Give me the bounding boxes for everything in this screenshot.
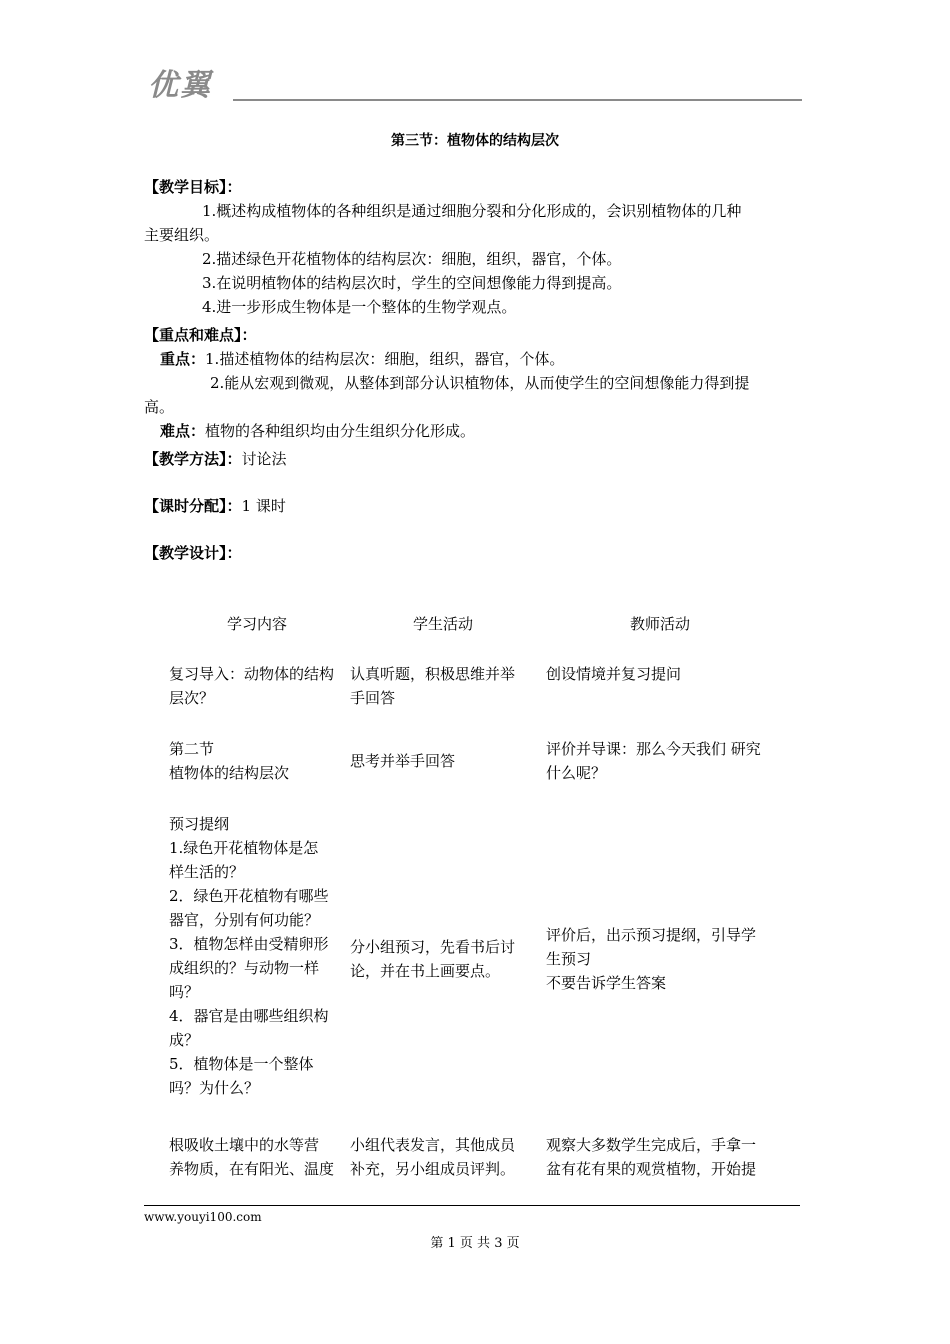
- table-row-4-content: [169, 1133, 347, 1181]
- cell-line: 2．绿色开花植物有哪些: [169, 887, 329, 905]
- cell-line: 分小组预习，先看书后讨: [350, 938, 516, 956]
- cell-line: 盆有花有果的观赏植物，开始提: [546, 1160, 757, 1178]
- table-row-1-teacher: [546, 662, 796, 686]
- key-point-2: 2.能从宏观到微观，从整体到部分认识植物体，从而使学生的空间想像能力得到提: [210, 374, 750, 392]
- key-point-2-cont: 高。: [144, 398, 175, 416]
- cell-line: 补充，另小组成员评判。: [350, 1160, 516, 1178]
- cell-line: 评价并导课：那么今天我们 研究: [546, 740, 761, 758]
- table-row-1-student: [350, 662, 538, 710]
- cell-line: 植物体的结构层次: [169, 764, 290, 782]
- objectives-heading: 【教学目标】：: [144, 178, 242, 196]
- cell-line: 评价后，出示预习提纲，引导学: [546, 926, 757, 944]
- cell-line: 养物质，在有阳光、温度: [169, 1160, 335, 1178]
- table-row-2-teacher: [546, 737, 796, 785]
- cell-line: 3．植物怎样由受精卵形: [169, 935, 329, 953]
- table-row-4-student: [350, 1133, 538, 1181]
- method-section: [144, 447, 809, 471]
- cell-line: 小组代表发言，其他成员: [350, 1136, 516, 1154]
- objective-item: 2.描述绿色开花植物体的结构层次：细胞，组织，器官，个体。: [202, 250, 622, 268]
- cell-line: 创设情境并复习提问: [546, 665, 682, 683]
- table-row-3-teacher: [546, 923, 796, 995]
- table-header-teacher: 教师活动: [630, 615, 691, 633]
- cell-line: 认真听题，积极思维并举: [350, 665, 516, 683]
- cell-line: 器官，分别有何功能？: [169, 911, 320, 929]
- cell-line: 复习导入：动物体的结构: [169, 665, 335, 683]
- key-point-label: 重点：: [160, 350, 206, 368]
- cell-line: 什么呢？: [546, 764, 607, 782]
- difficulty-point: [144, 419, 809, 443]
- cell-line: 预习提纲: [169, 815, 230, 833]
- keypoints-section: [144, 323, 809, 443]
- youyi-logo: 优翼: [148, 68, 212, 103]
- cell-line: 不要告诉学生答案: [546, 974, 667, 992]
- table-row-3-content: [169, 812, 347, 1100]
- cell-line: 4．器官是由哪些组织构: [169, 1007, 329, 1025]
- objectives-section: [144, 175, 809, 319]
- design-heading: 【教学设计】：: [144, 544, 242, 562]
- cell-line: 根吸收土壤中的水等营: [169, 1136, 320, 1154]
- hours-section: [144, 494, 809, 518]
- keypoints-heading: 【重点和难点】：: [144, 326, 257, 344]
- key-point-1: [144, 347, 809, 371]
- method-heading: 【教学方法】：: [144, 450, 242, 468]
- cell-line: 层次？: [169, 689, 215, 707]
- objective-item: 主要组织。: [144, 226, 220, 244]
- table-row-1-content: [169, 662, 347, 710]
- cell-line: 成组织的？与动物一样: [169, 959, 320, 977]
- key-point-text: 1.描述植物体的结构层次：细胞，组织，器官，个体。: [205, 350, 565, 368]
- cell-line: 手回答: [350, 689, 396, 707]
- header-rule: [233, 99, 802, 101]
- cell-line: 吗？为什么？: [169, 1079, 260, 1097]
- table-row-2-student: [350, 749, 538, 773]
- objective-item: 3.在说明植物体的结构层次时，学生的空间想像能力得到提高。: [202, 274, 622, 292]
- table-header-student: 学生活动: [413, 615, 474, 633]
- footer-url[interactable]: www.youyi100.com: [144, 1210, 262, 1224]
- difficulty-text: 植物的各种组织均由分生组织分化形成。: [205, 422, 476, 440]
- cell-line: 5．植物体是一个整体: [169, 1055, 314, 1073]
- cell-line: 吗？: [169, 983, 200, 1001]
- cell-line: 成？: [169, 1031, 200, 1049]
- hours-heading: 【课时分配】：: [144, 497, 242, 515]
- cell-line: 第二节: [169, 740, 215, 758]
- hours-value: 1 课时: [241, 497, 286, 515]
- cell-line: 生预习: [546, 950, 592, 968]
- cell-line: 1.绿色开花植物体是怎: [169, 839, 319, 857]
- footer-rule: [144, 1205, 800, 1206]
- cell-line: 观察大多数学生完成后，手拿一: [546, 1136, 757, 1154]
- table-header-content: 学习内容: [227, 615, 288, 633]
- method-value: 讨论法: [241, 450, 287, 468]
- table-row-2-content: [169, 737, 347, 785]
- table-row-4-teacher: [546, 1133, 796, 1181]
- objective-item: 4.进一步形成生物体是一个整体的生物学观点。: [202, 298, 517, 316]
- difficulty-label: 难点：: [160, 422, 206, 440]
- cell-line: 论，并在书上画要点。: [350, 962, 501, 980]
- page-number: 第 1 页 共 3 页: [430, 1236, 520, 1251]
- design-section: [144, 541, 809, 565]
- objective-item: 1.概述构成植物体的各种组织是通过细胞分裂和分化形成的，会识别植物体的几种: [202, 202, 742, 220]
- cell-line: 思考并举手回答: [350, 752, 456, 770]
- cell-line: 样生活的？: [169, 863, 245, 881]
- page-title: 第三节：植物体的结构层次: [391, 133, 559, 149]
- table-row-3-student: [350, 935, 538, 983]
